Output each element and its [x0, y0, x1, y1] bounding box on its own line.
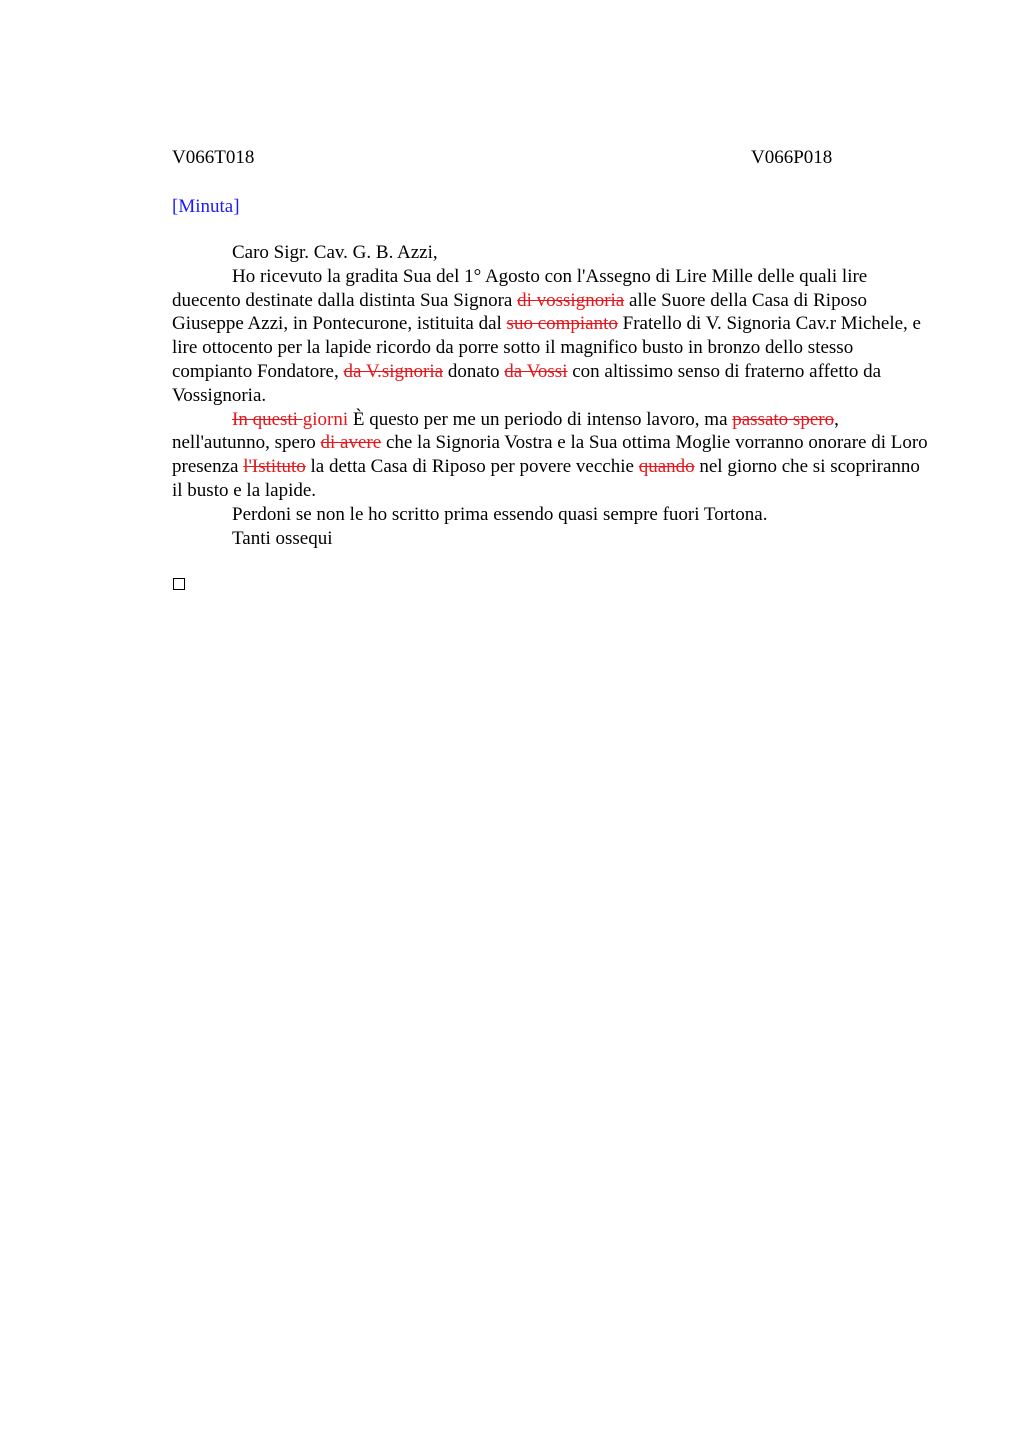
deleted-text: l'Istituto — [243, 456, 306, 478]
deleted-text: quando — [638, 456, 695, 478]
deleted-text: di vossignoria — [517, 289, 625, 311]
paragraph-2-text-c: che la Signoria Vostra e la Sua ottima Moglie vorranno onorare di Loro presenza — [172, 432, 928, 478]
deleted-text: da Vossi — [504, 360, 568, 382]
deleted-text: da V.signoria — [343, 360, 444, 382]
paragraph-1-text-e: con altissimo senso di fraterno affetto da Vossignoria. — [172, 360, 882, 406]
paragraph-2-text-a: È questo per me un periodo di intenso lavoro, ma — [348, 408, 733, 430]
paragraph-1-text-c: Fratello di V. Signoria Cav.r Michele, e lire ottocento per la lapide ricordo da porre sotto il magnifico busto in bronzo dello stesso compianto Fondatore, — [172, 313, 921, 382]
document-code-left: V066T018 — [172, 147, 255, 168]
paragraph-1-text-d: donato — [443, 360, 505, 382]
deleted-text: di avere — [320, 432, 382, 454]
paragraph-2 — [172, 408, 932, 503]
closing: Tanti ossequi — [232, 527, 333, 549]
paragraph-1 — [172, 265, 932, 408]
paragraph-3: Perdoni se non le ho scritto prima essendo quasi sempre fuori Tortona. — [232, 503, 768, 525]
document-code-right: V066P018 — [751, 147, 833, 168]
paragraph-2-text-e: nel giorno che si scopriranno il busto e la lapide. — [172, 456, 920, 501]
deleted-text: passato spero — [732, 408, 835, 430]
deleted-text: suo compianto — [506, 313, 618, 335]
salutation: Caro Sigr. Cav. G. B. Azzi, — [232, 242, 438, 263]
paragraph-2-text-b: , nell'autunno, spero — [172, 408, 839, 454]
deleted-text: In questi — [232, 408, 303, 430]
draft-label: [Minuta] — [172, 196, 240, 217]
paragraph-1-text-a: Ho ricevuto la gradita Sua del 1° Agosto con l'Assegno di Lire Mille delle quali lire duecento destinate dalla distinta Sua Signora — [172, 265, 868, 311]
letter-body — [172, 241, 932, 550]
inserted-text: giorni — [302, 408, 349, 430]
paragraph-1-text-b: alle Suore della Casa di Riposo Giuseppe Azzi, in Pontecurone, istituita dal — [172, 289, 867, 335]
paragraph-2-text-d: la detta Casa di Riposo per povere vecchie — [305, 456, 639, 478]
empty-square-icon — [173, 578, 185, 590]
